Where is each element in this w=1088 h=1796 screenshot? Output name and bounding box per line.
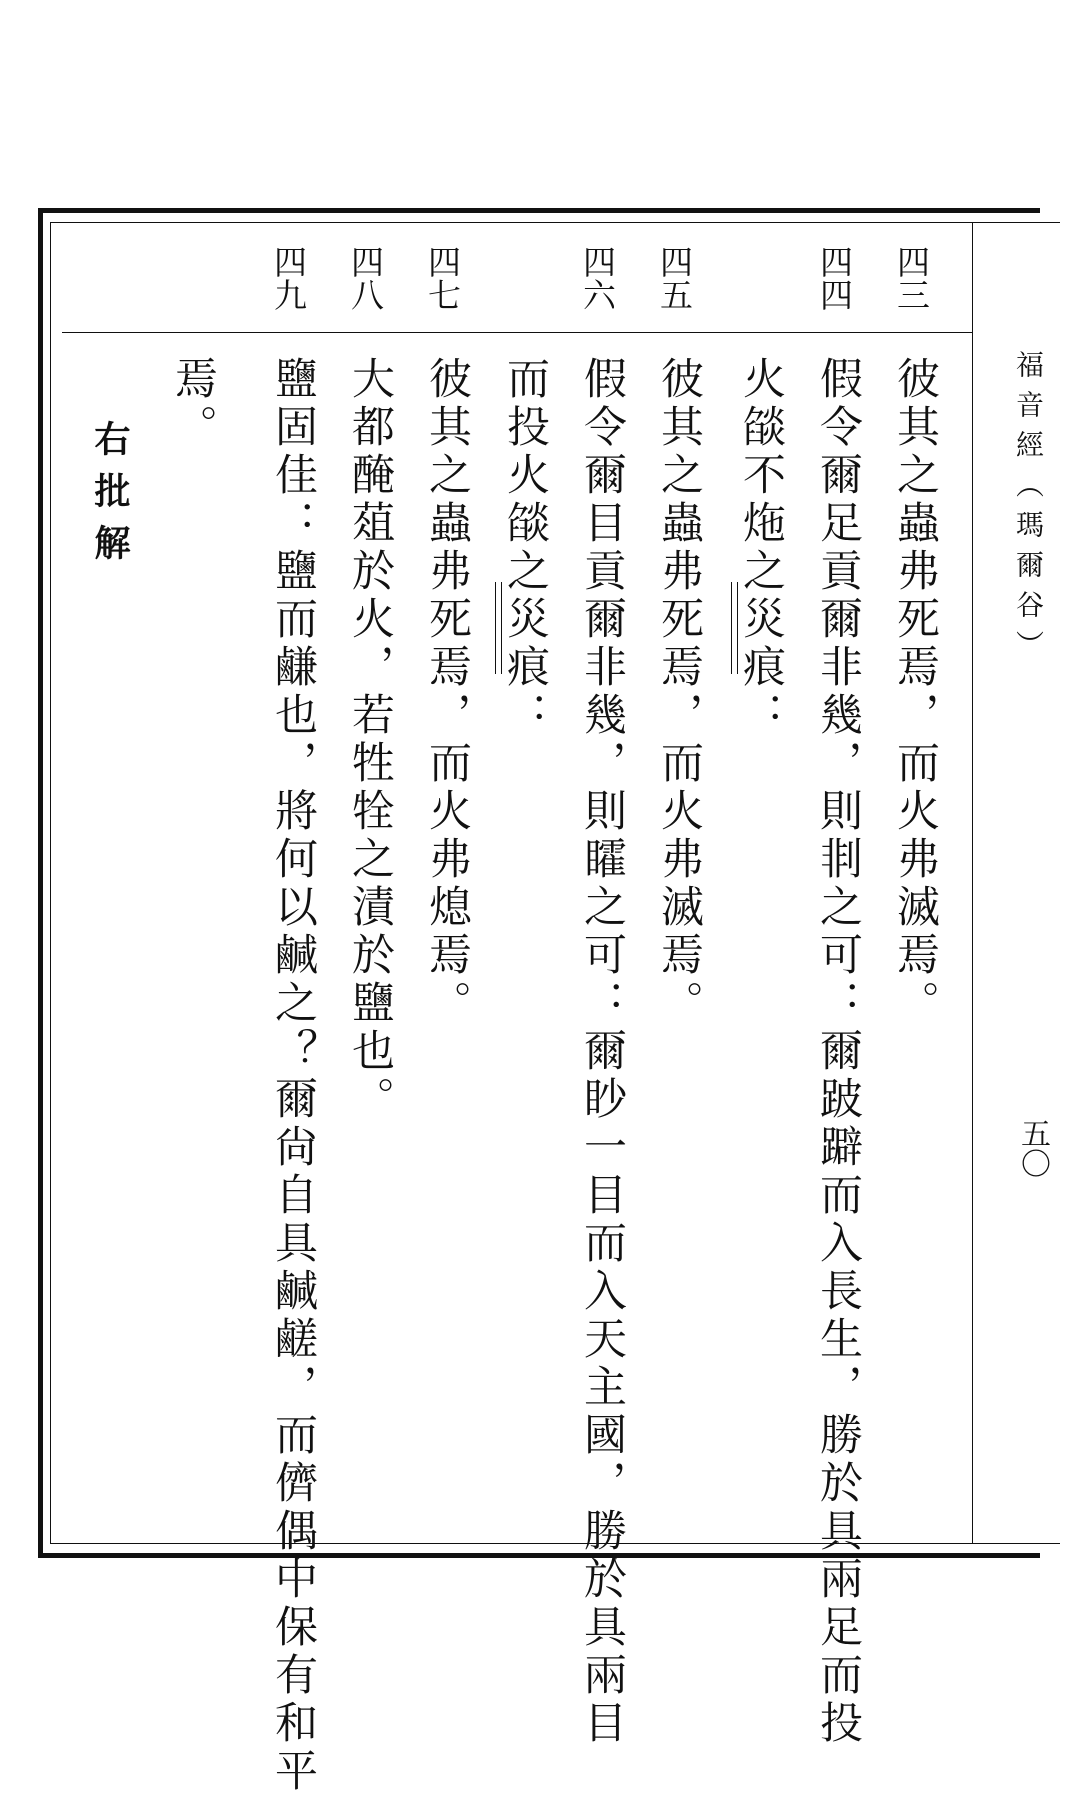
verse-number: 四六 <box>578 245 617 311</box>
verse-number: 四九 <box>269 245 308 311</box>
name-mark <box>731 582 738 674</box>
text-column: 大都醃葅於火，若牲牷之漬於鹽也。 <box>345 356 395 1124</box>
page-number: 五〇 <box>1015 1118 1050 1178</box>
text-column: 焉。 <box>168 356 218 452</box>
text-column: 鹽固佳：鹽而鹻也，將何以鹹之？爾尙自具鹹鹺，而儕偶中保有和平 <box>268 356 318 1796</box>
verse-number: 四四 <box>815 245 854 311</box>
header-rule <box>62 332 972 333</box>
text-column: 假令爾目貢爾非幾，則矐之可：爾眇一目而入天主國，勝於具兩目 <box>577 356 627 1748</box>
running-head: 福音經（瑪爾谷） <box>1012 350 1045 670</box>
text-column: 彼其之蟲弗死焉，而火弗熄焉。 <box>422 356 472 1028</box>
verse-number: 四七 <box>423 245 462 311</box>
verse-number: 四三 <box>892 245 931 311</box>
margin-rule <box>972 222 973 1544</box>
text-column: 而投火燄之災痕： <box>500 356 550 740</box>
text-column: 假令爾足貢爾非幾，則剕之可：爾跛躃而入長生，勝於具兩足而投 <box>813 356 863 1748</box>
text-column: 彼其之蟲弗死焉，而火弗滅焉。 <box>654 356 704 1028</box>
annotation-label: 右批解 <box>89 420 130 576</box>
name-mark <box>495 582 502 674</box>
verse-number: 四八 <box>346 245 385 311</box>
text-column: 火燄不炧之災痕： <box>736 356 786 740</box>
text-column: 彼其之蟲弗死焉，而火弗滅焉。 <box>890 356 940 1028</box>
verse-number: 四五 <box>655 245 694 311</box>
